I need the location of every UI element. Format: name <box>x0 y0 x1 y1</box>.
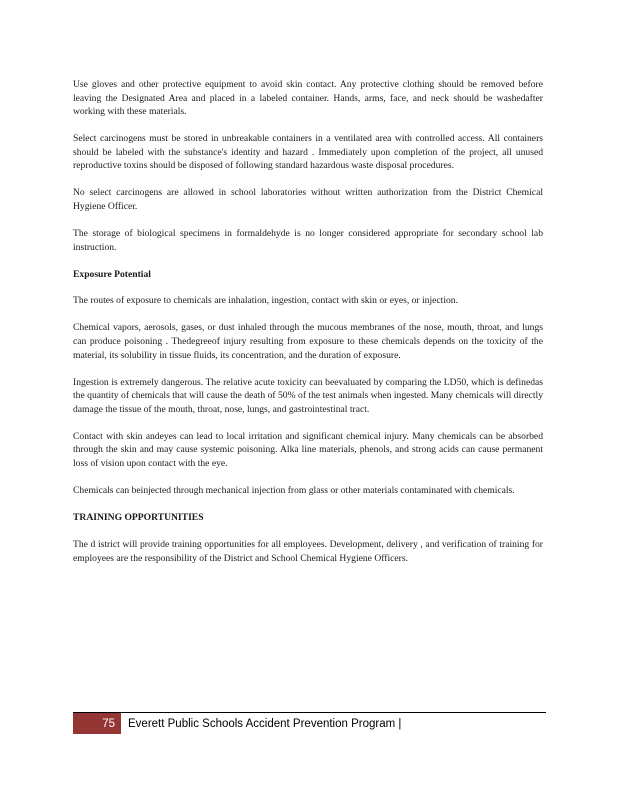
paragraph-training: The d istrict will provide training opportunities for all employees. Development, delivery , and verification of training for employees are the responsibility of the District and School Chemical Hygiene Officers. <box>73 538 543 564</box>
page-content <box>73 78 543 579</box>
paragraph-skin-contact: Contact with skin andeyes can lead to local irritation and significant chemical injury. Many chemicals can be absorbed through the skin and may cause systemic poisoning. Alka line materials, phenols, and strong acids can cause permanent loss of vision upon contact with the eye. <box>73 430 543 469</box>
paragraph-carcinogen-authorization: No select carcinogens are allowed in school laboratories without written authorization from the District Chemical Hygiene Officer. <box>73 187 543 212</box>
section-heading-training: TRAINING OPPORTUNITIES <box>73 511 204 523</box>
paragraph-exposure-routes: The routes of exposure to chemicals are inhalation, ingestion, contact with skin or eyes, or injection. <box>73 295 458 307</box>
paragraph-carcinogen-storage: Select carcinogens must be stored in unbreakable containers in a ventilated area with controlled access. All containers should be labeled with the substance's identity and hazard . Immediately upon completion of the project, all unused reproductive toxins should be disposed of following standard hazardous waste disposal procedures. <box>73 133 543 172</box>
paragraph-biological-specimens: The storage of biological specimens in formaldehyde is no longer considered appropriate for secondary school lab instruction. <box>73 227 543 253</box>
paragraph-protective-equipment: Use gloves and other protective equipment to avoid skin contact. Any protective clothing should be removed before leaving the Designated Area and placed in a labeled container. Hands, arms, face, and neck should be washedafter working with these materials. <box>73 79 543 118</box>
page-number: 75 <box>73 713 121 734</box>
page-footer <box>73 713 401 734</box>
paragraph-ingestion: Ingestion is extremely dangerous. The relative acute toxicity can beevaluated by comparing the LD50, which is definedas the quantity of chemicals that will cause the death of 50% of the test animals when ingested. Many chemicals will directly damage the tissue of the mouth, throat, nose, lungs, and gastrointestinal tract. <box>73 376 543 415</box>
paragraph-inhalation: Chemical vapors, aerosols, gases, or dust inhaled through the mucous membranes of the nose, mouth, throat, and lungs can produce poisoning . Thedegreeof injury resulting from exposure to these chemicals depends on the toxicity of the material, its solubility in tissue fluids, its concentration, and the duration of exposure. <box>73 322 543 361</box>
paragraph-injection: Chemicals can beinjected through mechanical injection from glass or other materials contaminated with chemicals. <box>73 484 515 496</box>
section-heading-exposure: Exposure Potential <box>73 268 151 280</box>
footer-title: Everett Public Schools Accident Prevention Program | <box>128 717 402 730</box>
